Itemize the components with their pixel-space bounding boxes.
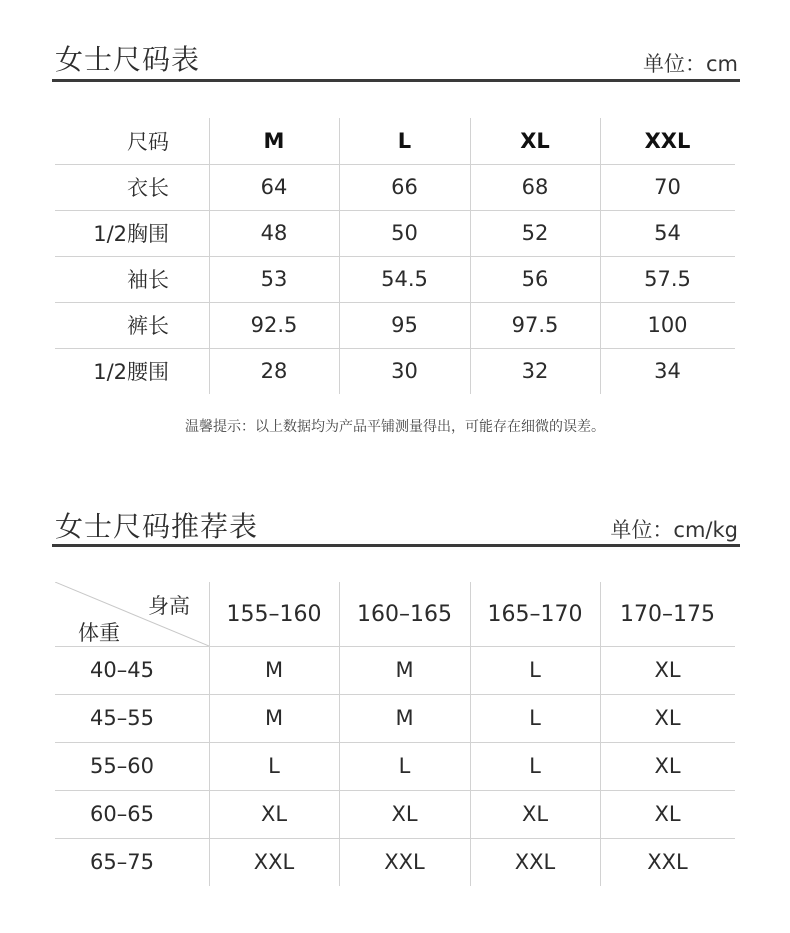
size-value-cell: 48 — [260, 221, 288, 245]
size-value-cell: 34 — [654, 359, 681, 383]
size-value-cell: 95 — [391, 313, 418, 337]
recommend-row-divider — [55, 838, 735, 839]
recommend-col-divider — [600, 582, 601, 886]
size-row-label: 1/2腰围 — [93, 360, 169, 384]
height-range-header: 155–160 — [226, 601, 322, 627]
weight-range-label: 55–60 — [90, 754, 154, 778]
height-range-header: 165–170 — [487, 601, 583, 627]
size-value-cell: 92.5 — [250, 313, 298, 337]
height-range-header: 170–175 — [620, 601, 715, 627]
size-value-cell: 28 — [260, 359, 288, 383]
recommended-size-cell: XL — [654, 802, 681, 826]
weight-range-label: 45–55 — [90, 706, 154, 730]
size-row-label: 袖长 — [127, 268, 169, 292]
size-value-cell: 50 — [391, 221, 418, 245]
recommend-col-divider — [470, 582, 471, 886]
size-col-divider — [470, 118, 471, 394]
recommend-chart-rule — [52, 544, 740, 547]
size-value-cell: 53 — [260, 267, 288, 291]
recommend-chart-unit: 单位：cm/kg — [610, 518, 738, 542]
recommended-size-cell: M — [395, 706, 414, 730]
size-col-divider — [339, 118, 340, 394]
size-value-cell: 66 — [391, 175, 418, 199]
size-row-label: 1/2胸围 — [93, 222, 169, 246]
size-col-divider — [209, 118, 210, 394]
size-row-divider — [55, 302, 735, 303]
recommend-row-divider — [55, 694, 735, 695]
recommended-size-cell: XL — [654, 658, 681, 682]
recommended-size-cell: XXL — [514, 850, 556, 874]
size-col-divider — [600, 118, 601, 394]
recommended-size-cell: L — [529, 658, 541, 682]
size-value-cell: 30 — [391, 359, 418, 383]
weight-range-label: 40–45 — [90, 658, 154, 682]
recommended-size-cell: M — [264, 706, 284, 730]
size-value-cell: 100 — [647, 313, 688, 337]
weight-range-label: 65–75 — [90, 850, 154, 874]
size-value-cell: 54.5 — [381, 267, 428, 291]
measurement-note: 温馨提示：以上数据均为产品平铺测量得出，可能存在细微的误差。 — [185, 419, 605, 435]
size-chart-unit: 单位：cm — [642, 52, 738, 76]
height-range-header: 160–165 — [357, 601, 452, 627]
size-header-label: 尺码 — [127, 130, 169, 154]
recommended-size-cell: XL — [654, 754, 681, 778]
recommended-size-cell: L — [529, 706, 541, 730]
recommend-chart-title: 女士尺码推荐表 — [55, 510, 259, 543]
recommend-row-divider — [55, 742, 735, 743]
size-chart-rule — [52, 79, 740, 82]
recommended-size-cell: XXL — [384, 850, 425, 874]
size-value-cell: 64 — [260, 175, 288, 199]
corner-weight-label: 体重 — [78, 621, 120, 645]
size-value-cell: 97.5 — [511, 313, 559, 337]
size-value-cell: 56 — [521, 267, 549, 291]
recommended-size-cell: XL — [260, 802, 288, 826]
recommend-col-divider — [209, 582, 210, 886]
corner-height-label: 身高 — [148, 594, 190, 618]
recommended-size-cell: XL — [521, 802, 549, 826]
size-row-divider — [55, 256, 735, 257]
size-value-cell: 68 — [521, 175, 549, 199]
size-row-label: 裤长 — [127, 314, 169, 338]
size-value-cell: 54 — [654, 221, 681, 245]
recommend-row-divider — [55, 646, 735, 647]
size-header-cell: M — [263, 129, 285, 153]
recommended-size-cell: M — [395, 658, 414, 682]
size-value-cell: 70 — [654, 175, 681, 199]
recommended-size-cell: XXL — [647, 850, 688, 874]
recommended-size-cell: XXL — [253, 850, 295, 874]
size-header-cell: XXL — [644, 129, 691, 153]
size-value-cell: 32 — [521, 359, 549, 383]
size-row-divider — [55, 164, 735, 165]
size-header-cell: L — [397, 129, 412, 153]
recommend-col-divider — [339, 582, 340, 886]
recommended-size-cell: XL — [654, 706, 681, 730]
weight-range-label: 60–65 — [90, 802, 154, 826]
size-header-cell: XL — [520, 129, 550, 153]
size-row-divider — [55, 348, 735, 349]
size-chart-title: 女士尺码表 — [55, 43, 201, 76]
size-row-divider — [55, 210, 735, 211]
recommended-size-cell: XL — [391, 802, 418, 826]
recommend-row-divider — [55, 790, 735, 791]
size-value-cell: 52 — [521, 221, 549, 245]
recommended-size-cell: L — [268, 754, 280, 778]
size-value-cell: 57.5 — [644, 267, 691, 291]
recommended-size-cell: L — [529, 754, 541, 778]
size-row-label: 衣长 — [127, 176, 169, 200]
recommended-size-cell: M — [264, 658, 284, 682]
recommended-size-cell: L — [398, 754, 411, 778]
